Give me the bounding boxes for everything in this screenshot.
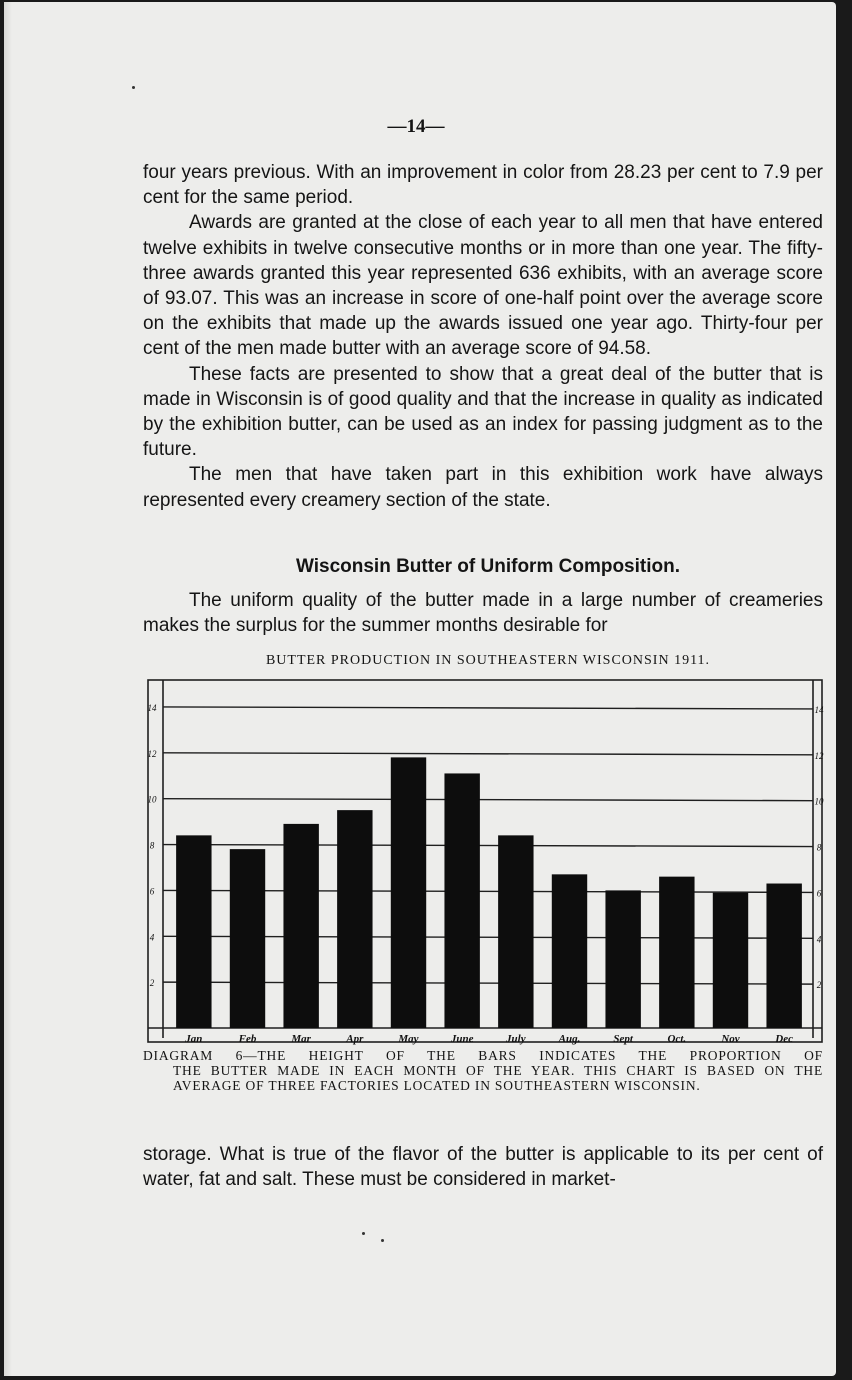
page-number: —14— <box>387 116 445 137</box>
x-tick-label: Aug. <box>558 1033 581 1045</box>
y-tick-label-right: 14 <box>814 704 824 715</box>
bar <box>391 757 426 1028</box>
y-tick-label-left: 6 <box>149 886 155 897</box>
x-tick-label: June <box>450 1033 474 1045</box>
section-heading: Wisconsin Butter of Uniform Composition. <box>295 556 681 577</box>
bar <box>230 849 265 1028</box>
body-text-bottom <box>143 1142 823 1192</box>
y-tick-label-right: 12 <box>814 750 824 761</box>
paragraph: These facts are presented to show that a great deal of the butter that is made in Wisconsin is of good quality and that the increase in quality as indicated by the exhibition butter, can be used as an index for passing judgment as to the future. <box>143 363 823 461</box>
gridline <box>163 845 813 847</box>
body-text-mid <box>143 588 823 638</box>
bar <box>444 773 479 1028</box>
gridline <box>163 753 813 755</box>
paragraph: The uniform quality of the butter made in a large number of creameries makes the surplus for the summer months desirable for <box>143 590 823 637</box>
y-tick-label-left: 14 <box>147 702 157 713</box>
bar <box>283 824 318 1028</box>
x-tick-label: Nov <box>721 1033 740 1045</box>
gridline <box>163 799 813 801</box>
bar <box>552 874 587 1028</box>
speck <box>381 1239 384 1242</box>
bar <box>713 893 748 1028</box>
x-tick-label: Oct. <box>667 1033 687 1045</box>
bar <box>605 890 640 1028</box>
x-tick-label: Feb <box>238 1033 257 1045</box>
speck <box>132 86 135 89</box>
figure-caption <box>143 1048 823 1093</box>
paragraph: Awards are granted at the close of each year to all men that have entered twelve exhibits in twelve consecutive months or in more than one year. The fifty-three awards granted this year represented 636 exhibits, with an average score of 93.07. This was an increase in score of one-half point over the average score on the exhibits that made up the awards issued one year ago. Thirty-four per cent of the men made butter with an average score of 94.58. <box>143 212 823 360</box>
x-tick-label: Mar <box>291 1033 311 1045</box>
x-tick-label: Jan <box>185 1033 203 1045</box>
chart-title: BUTTER PRODUCTION IN SOUTHEASTERN WISCONSIN 1911. <box>265 653 711 668</box>
paragraph: storage. What is true of the flavor of the butter is applicable to its per cent of water, fat and salt. These must be considered in market- <box>143 1144 823 1191</box>
y-tick-label-left: 2 <box>149 978 155 989</box>
bar <box>176 835 211 1028</box>
x-tick-label: May <box>398 1033 419 1045</box>
bar <box>659 877 694 1028</box>
x-tick-label: Dec <box>775 1033 794 1045</box>
speck <box>362 1232 365 1235</box>
y-tick-label-left: 4 <box>149 932 155 943</box>
paragraph: four years previous. With an improvement in color from 28.23 per cent to 7.9 per cent for the same period. <box>143 162 823 209</box>
bar-chart <box>143 676 827 1046</box>
caption-line-1: DIAGRAM 6—THE HEIGHT OF THE BARS INDICATES THE PROPORTION OF <box>143 1048 823 1063</box>
y-tick-label-left: 8 <box>149 840 155 851</box>
y-tick-label-left: 12 <box>147 748 157 759</box>
y-tick-label-right: 2 <box>816 980 822 991</box>
body-text-top <box>143 160 823 513</box>
caption-continuation: THE BUTTER MADE IN EACH MONTH OF THE YEAR. THIS CHART IS BASED ON THE AVERAGE OF THREE FACTORIES LOCATED IN SOUTHEASTERN WISCONSIN. <box>173 1063 823 1093</box>
y-tick-label-right: 10 <box>814 796 824 807</box>
bar <box>766 884 801 1028</box>
y-tick-label-right: 4 <box>816 934 822 945</box>
x-tick-label: July <box>506 1033 526 1045</box>
page-edge <box>4 2 12 1376</box>
bar <box>498 835 533 1028</box>
y-tick-label-right: 8 <box>816 842 822 853</box>
gridline <box>163 707 813 709</box>
x-tick-label: Apr <box>346 1033 364 1045</box>
paragraph: The men that have taken part in this exhibition work have always represented every creamery section of the state. <box>143 464 823 511</box>
x-tick-label: Sept <box>613 1033 633 1045</box>
y-tick-label-left: 10 <box>147 794 157 805</box>
bar <box>337 810 372 1028</box>
y-tick-label-right: 6 <box>816 888 822 899</box>
